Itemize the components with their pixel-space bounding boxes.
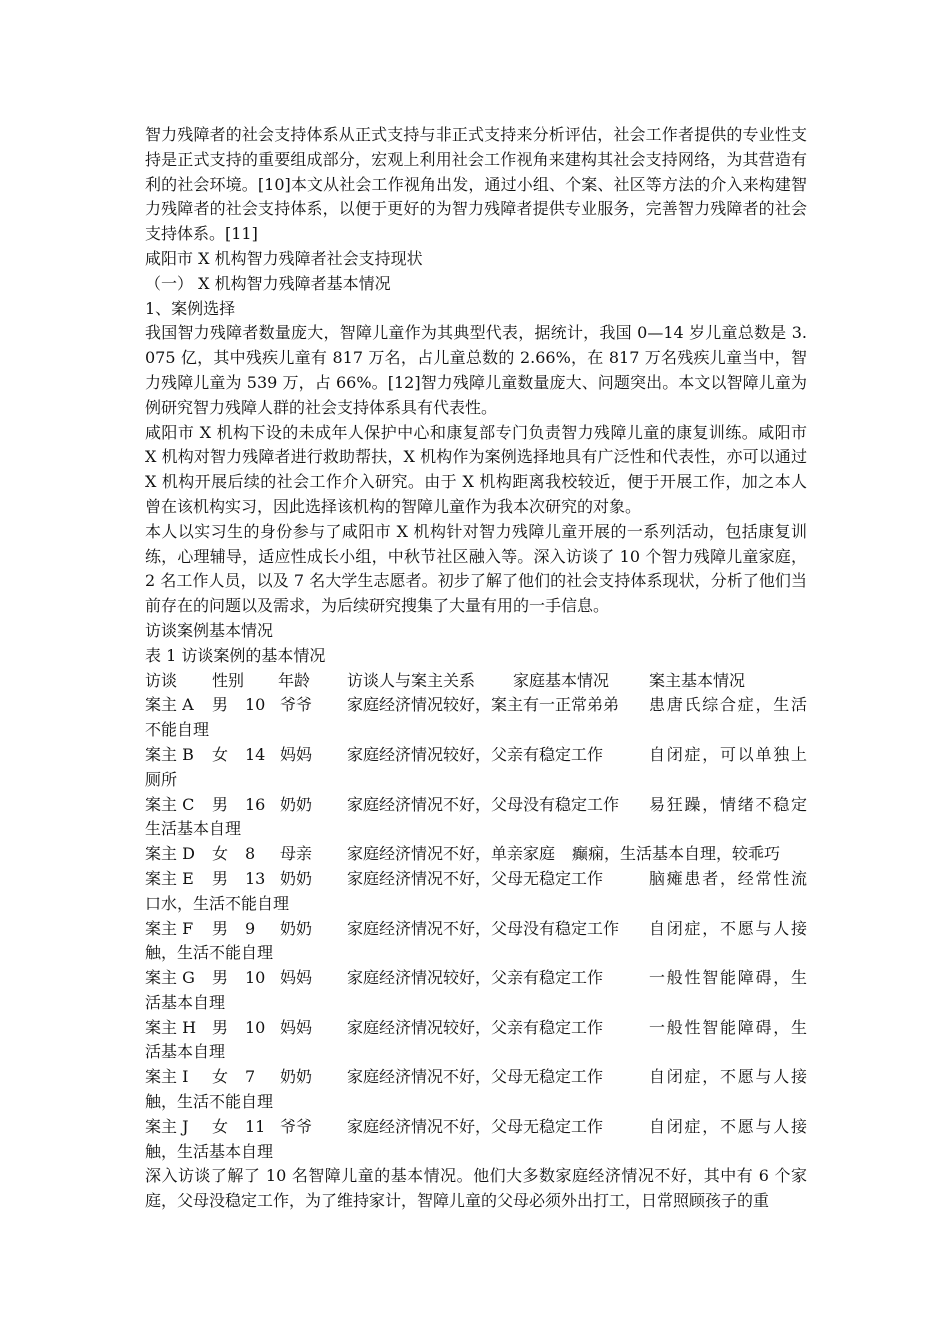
age-cell: 13 [245,868,266,888]
table-header-cell: 年龄 [278,670,311,690]
internship-paragraph: 本人以实习生的身份参与了咸阳市 X 机构针对智力残障儿童开展的一系列活动，包括康复训练，心理辅导，适应性成长小组，中秋节社区融入等。深入访谈了 10 个智力残障儿童家庭，2 名工作人员，以及 7 名大学生志愿者。初步了解了他们的社会支持体系现状，分析了他们当前存在的问题以及需求，为后续研究搜集了大量有用的一手信息。 [145,521,807,616]
client-name-cell: 案主 H [145,1017,197,1037]
client-name-cell: 案主 E [145,868,194,888]
client-situation-cell: 一般性智能障碍，生活基本自理 [145,1017,807,1062]
sex-cell: 女 [212,844,229,864]
family-cell: 家庭经济情况不好，父母无稳定工作 [347,1116,604,1136]
sex-cell: 男 [212,868,229,888]
table-row [145,1016,807,1066]
table-row [145,842,807,867]
relation-cell: 奶奶 [280,1067,313,1087]
family-cell: 家庭经济情况较好，父亲有稳定工作 [347,1017,604,1037]
sex-cell: 女 [212,1116,229,1136]
document-page [145,123,807,1214]
section-heading: 咸阳市 X 机构智力残障者社会支持现状 [145,248,423,268]
relation-cell: 奶奶 [280,794,313,814]
table-row [145,1115,807,1165]
table-header-cell: 性别 [212,670,245,690]
client-name-cell: 案主 B [145,744,194,764]
family-cell: 家庭经济情况不好，父母无稳定工作 [347,1067,604,1087]
family-cell: 家庭经济情况较好，父亲有稳定工作 [347,968,604,988]
relation-cell: 爷爷 [280,695,313,715]
subsection-heading: （一） X 机构智力残障者基本情况 [145,273,391,293]
table-header-cell: 访谈 [145,670,178,690]
client-situation-cell: 自闭症，不愿与人接触，生活不能自理 [145,1067,807,1112]
age-cell: 7 [245,1067,256,1087]
table-header-row [145,669,807,694]
relation-cell: 妈妈 [280,1017,313,1037]
table-header-cell: 案主基本情况 [649,670,746,690]
table-caption: 表 1 访谈案例的基本情况 [145,645,326,665]
client-situation-cell: 一般性智能障碍，生活基本自理 [145,968,807,1012]
family-cell: 家庭经济情况不好，单亲家庭 [347,844,556,864]
client-name-cell: 案主 D [145,844,195,864]
age-cell: 16 [245,794,266,814]
age-cell: 8 [245,844,256,864]
table-header-cell: 家庭基本情况 [513,670,610,690]
client-situation-cell: 患唐氏综合症，生活不能自理 [145,695,807,740]
age-cell: 14 [245,744,266,764]
sex-cell: 男 [212,918,229,938]
age-cell: 9 [245,918,256,938]
sex-cell: 女 [212,1067,229,1087]
age-cell: 10 [245,968,266,988]
client-situation-cell: 癫痫，生活基本自理，较乖巧 [572,844,781,864]
sex-cell: 男 [212,794,229,814]
conclusion-paragraph: 深入访谈了解了 10 名智障儿童的基本情况。他们大多数家庭经济情况不好，其中有 6 个家庭，父母没稳定工作，为了维持家计，智障儿童的父母必须外出打工，日常照顾孩子的重 [145,1166,807,1211]
organization-paragraph: 咸阳市 X 机构下设的未成年人保护中心和康复部专门负责智力残障儿童的康复训练。咸阳市 X 机构对智力残障者进行救助帮扶，X 机构作为案例选择地具有广泛性和代表性，亦可以通过 X 机构开展后续的社会工作介入研究。由于 X 机构距离我校较近，便于开展工作，加之本人曾在该机构实习，因此选择该机构的智障儿童作为我本次研究的对象。 [145,422,807,516]
relation-cell: 奶奶 [280,918,313,938]
client-name-cell: 案主 J [145,1116,189,1136]
family-cell: 家庭经济情况不好，父母没有稳定工作 [347,794,620,814]
client-name-cell: 案主 A [145,695,194,715]
client-name-cell: 案主 G [145,968,195,988]
client-name-cell: 案主 F [145,918,194,938]
age-cell: 10 [245,1017,266,1037]
table-row [145,917,807,967]
family-cell: 家庭经济情况不好，父母无稳定工作 [347,868,604,888]
family-cell: 家庭经济情况较好，案主有一正常弟弟 [347,695,620,715]
case-selection-heading: 1、案例选择 [145,298,236,318]
interview-heading: 访谈案例基本情况 [145,620,274,640]
table-row [145,793,807,843]
client-situation-cell: 自闭症，可以单独上厕所 [145,744,807,789]
sex-cell: 女 [212,744,229,764]
family-cell: 家庭经济情况较好，父亲有稳定工作 [347,744,604,764]
intro-paragraph: 智力残障者的社会支持体系从正式支持与非正式支持来分析评估，社会工作者提供的专业性支持是正式支持的重要组成部分，宏观上利用社会工作视角来建构其社会支持网络，为其营造有利的社会环境。[10]本文从社会工作视角出发，通过小组、个案、社区等方法的介入来构建智力残障者的社会支持体系，以便于更好的为智力残障者提供专业服务，完善智力残障者的社会支持体系。[11] [145,125,807,244]
family-cell: 家庭经济情况不好，父母没有稳定工作 [347,918,620,938]
client-situation-cell: 易狂躁，情绪不稳定生活基本自理 [145,794,807,839]
age-cell: 11 [245,1116,266,1136]
sex-cell: 男 [212,1017,229,1037]
table-row [145,867,807,917]
sex-cell: 男 [212,968,229,988]
client-situation-cell: 脑瘫患者，经常性流口水，生活不能自理 [145,868,807,913]
table-row [145,966,807,1016]
client-name-cell: 案主 I [145,1067,189,1087]
client-name-cell: 案主 C [145,794,195,814]
statistics-paragraph: 我国智力残障者数量庞大，智障儿童作为其典型代表，据统计，我国 0—14 岁儿童总数是 3.075 亿，其中残疾儿童有 817 万名，占儿童总数的 2.66%，在 817 万名残疾儿童当中，智力残障儿童为 539 万，占 66%。[12]智力残障儿童数量庞大、问题突出。本文以智障儿童为例研究智力残障人群的社会支持体系具有代表性。 [145,323,807,417]
sex-cell: 男 [212,695,229,715]
relation-cell: 妈妈 [280,968,313,988]
age-cell: 10 [245,695,266,715]
table-row [145,1065,807,1115]
client-situation-cell: 自闭症，不愿与人接触，生活不能自理 [145,918,807,963]
relation-cell: 爷爷 [280,1116,313,1136]
table-row [145,693,807,743]
table-header-cell: 访谈人与案主关系 [347,670,476,690]
relation-cell: 妈妈 [280,744,313,764]
relation-cell: 奶奶 [280,868,313,888]
relation-cell: 母亲 [280,844,313,864]
table-row [145,743,807,793]
client-situation-cell: 自闭症，不愿与人接触，生活基本自理 [145,1116,807,1161]
